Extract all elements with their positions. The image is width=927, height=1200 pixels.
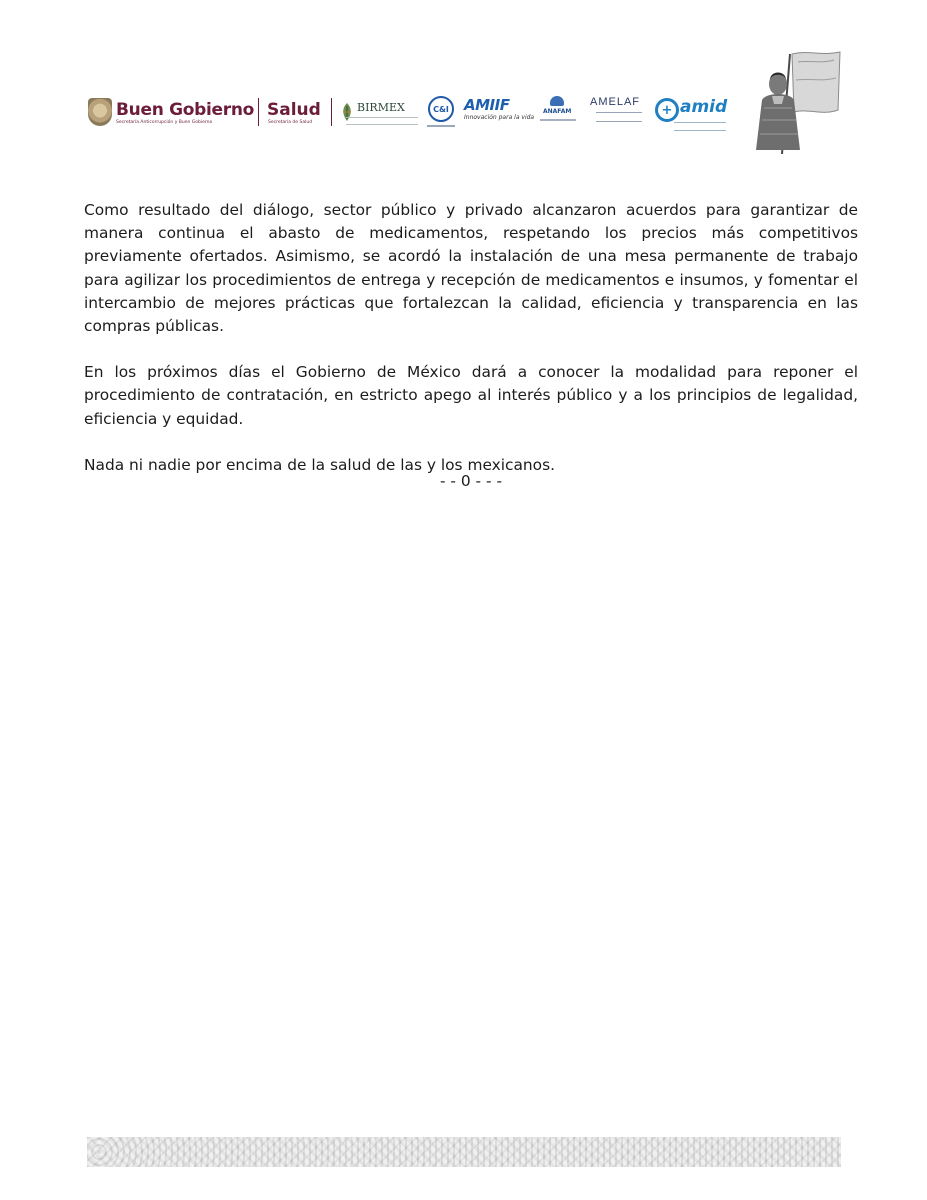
canifarma-logo: C&I <box>428 96 454 122</box>
birmex-logo: BIRMEX <box>357 101 405 114</box>
footer-decorative-band <box>87 1137 841 1167</box>
birmex-subtitle-lines <box>346 117 418 125</box>
heroine-flag-emblem-icon <box>752 50 844 154</box>
paragraph-agreements: Como resultado del diálogo, sector público y privado alcanzaron acuerdos para garantizar de manera continua el abasto de medicamentos, respetando los precios más competitivos previamente ofertados. Asimismo, se acordó la instalación de una mesa permanente de trabajo para agilizar los procedimientos de entrega y recepción de medicamentos e insumos, y fomentar el intercambio de mejores prácticas que fortalezcan la calidad, eficiencia y transparencia en las compras públicas. <box>84 201 858 336</box>
coat-of-arms-icon <box>88 98 112 126</box>
paragraph-procedure: En los próximos días el Gobierno de México dará a conocer la modalidad para reponer el procedimiento de contratación, en estricto apego al interés público y a los principios de legalidad, eficiencia y equidad. <box>84 363 858 428</box>
amid-plus-icon: + <box>655 98 679 122</box>
anafam-logo: ANAFAM <box>543 108 572 115</box>
amid-logo: amid <box>680 97 728 117</box>
amelaf-subtitle-lines <box>596 112 642 122</box>
amiif-logo: AMIIF <box>464 96 510 114</box>
salud-logo: Salud <box>267 100 321 120</box>
press-release-body <box>84 199 858 500</box>
buen-gobierno-subtitle: Secretaría Anticorrupción y Buen Gobierno <box>116 120 213 125</box>
amid-subtitle-lines <box>674 122 726 131</box>
salud-subtitle: Secretaría de Salud <box>268 120 313 125</box>
divider <box>331 98 332 126</box>
closing-marker: - - 0 - - - <box>439 472 503 490</box>
divider <box>258 98 259 126</box>
anafam-subtitle-line <box>540 119 576 121</box>
canifarma-subtitle-line <box>427 125 455 127</box>
header-logos <box>84 50 844 160</box>
amiif-tagline: Innovación para la vida <box>464 114 535 121</box>
anafam-icon <box>550 96 564 106</box>
amelaf-logo: AMELAF <box>590 96 641 108</box>
paragraph-slogan: Nada ni nadie por encima de la salud de las y los mexicanos. <box>84 455 556 474</box>
buen-gobierno-logo: Buen Gobierno <box>116 100 255 120</box>
